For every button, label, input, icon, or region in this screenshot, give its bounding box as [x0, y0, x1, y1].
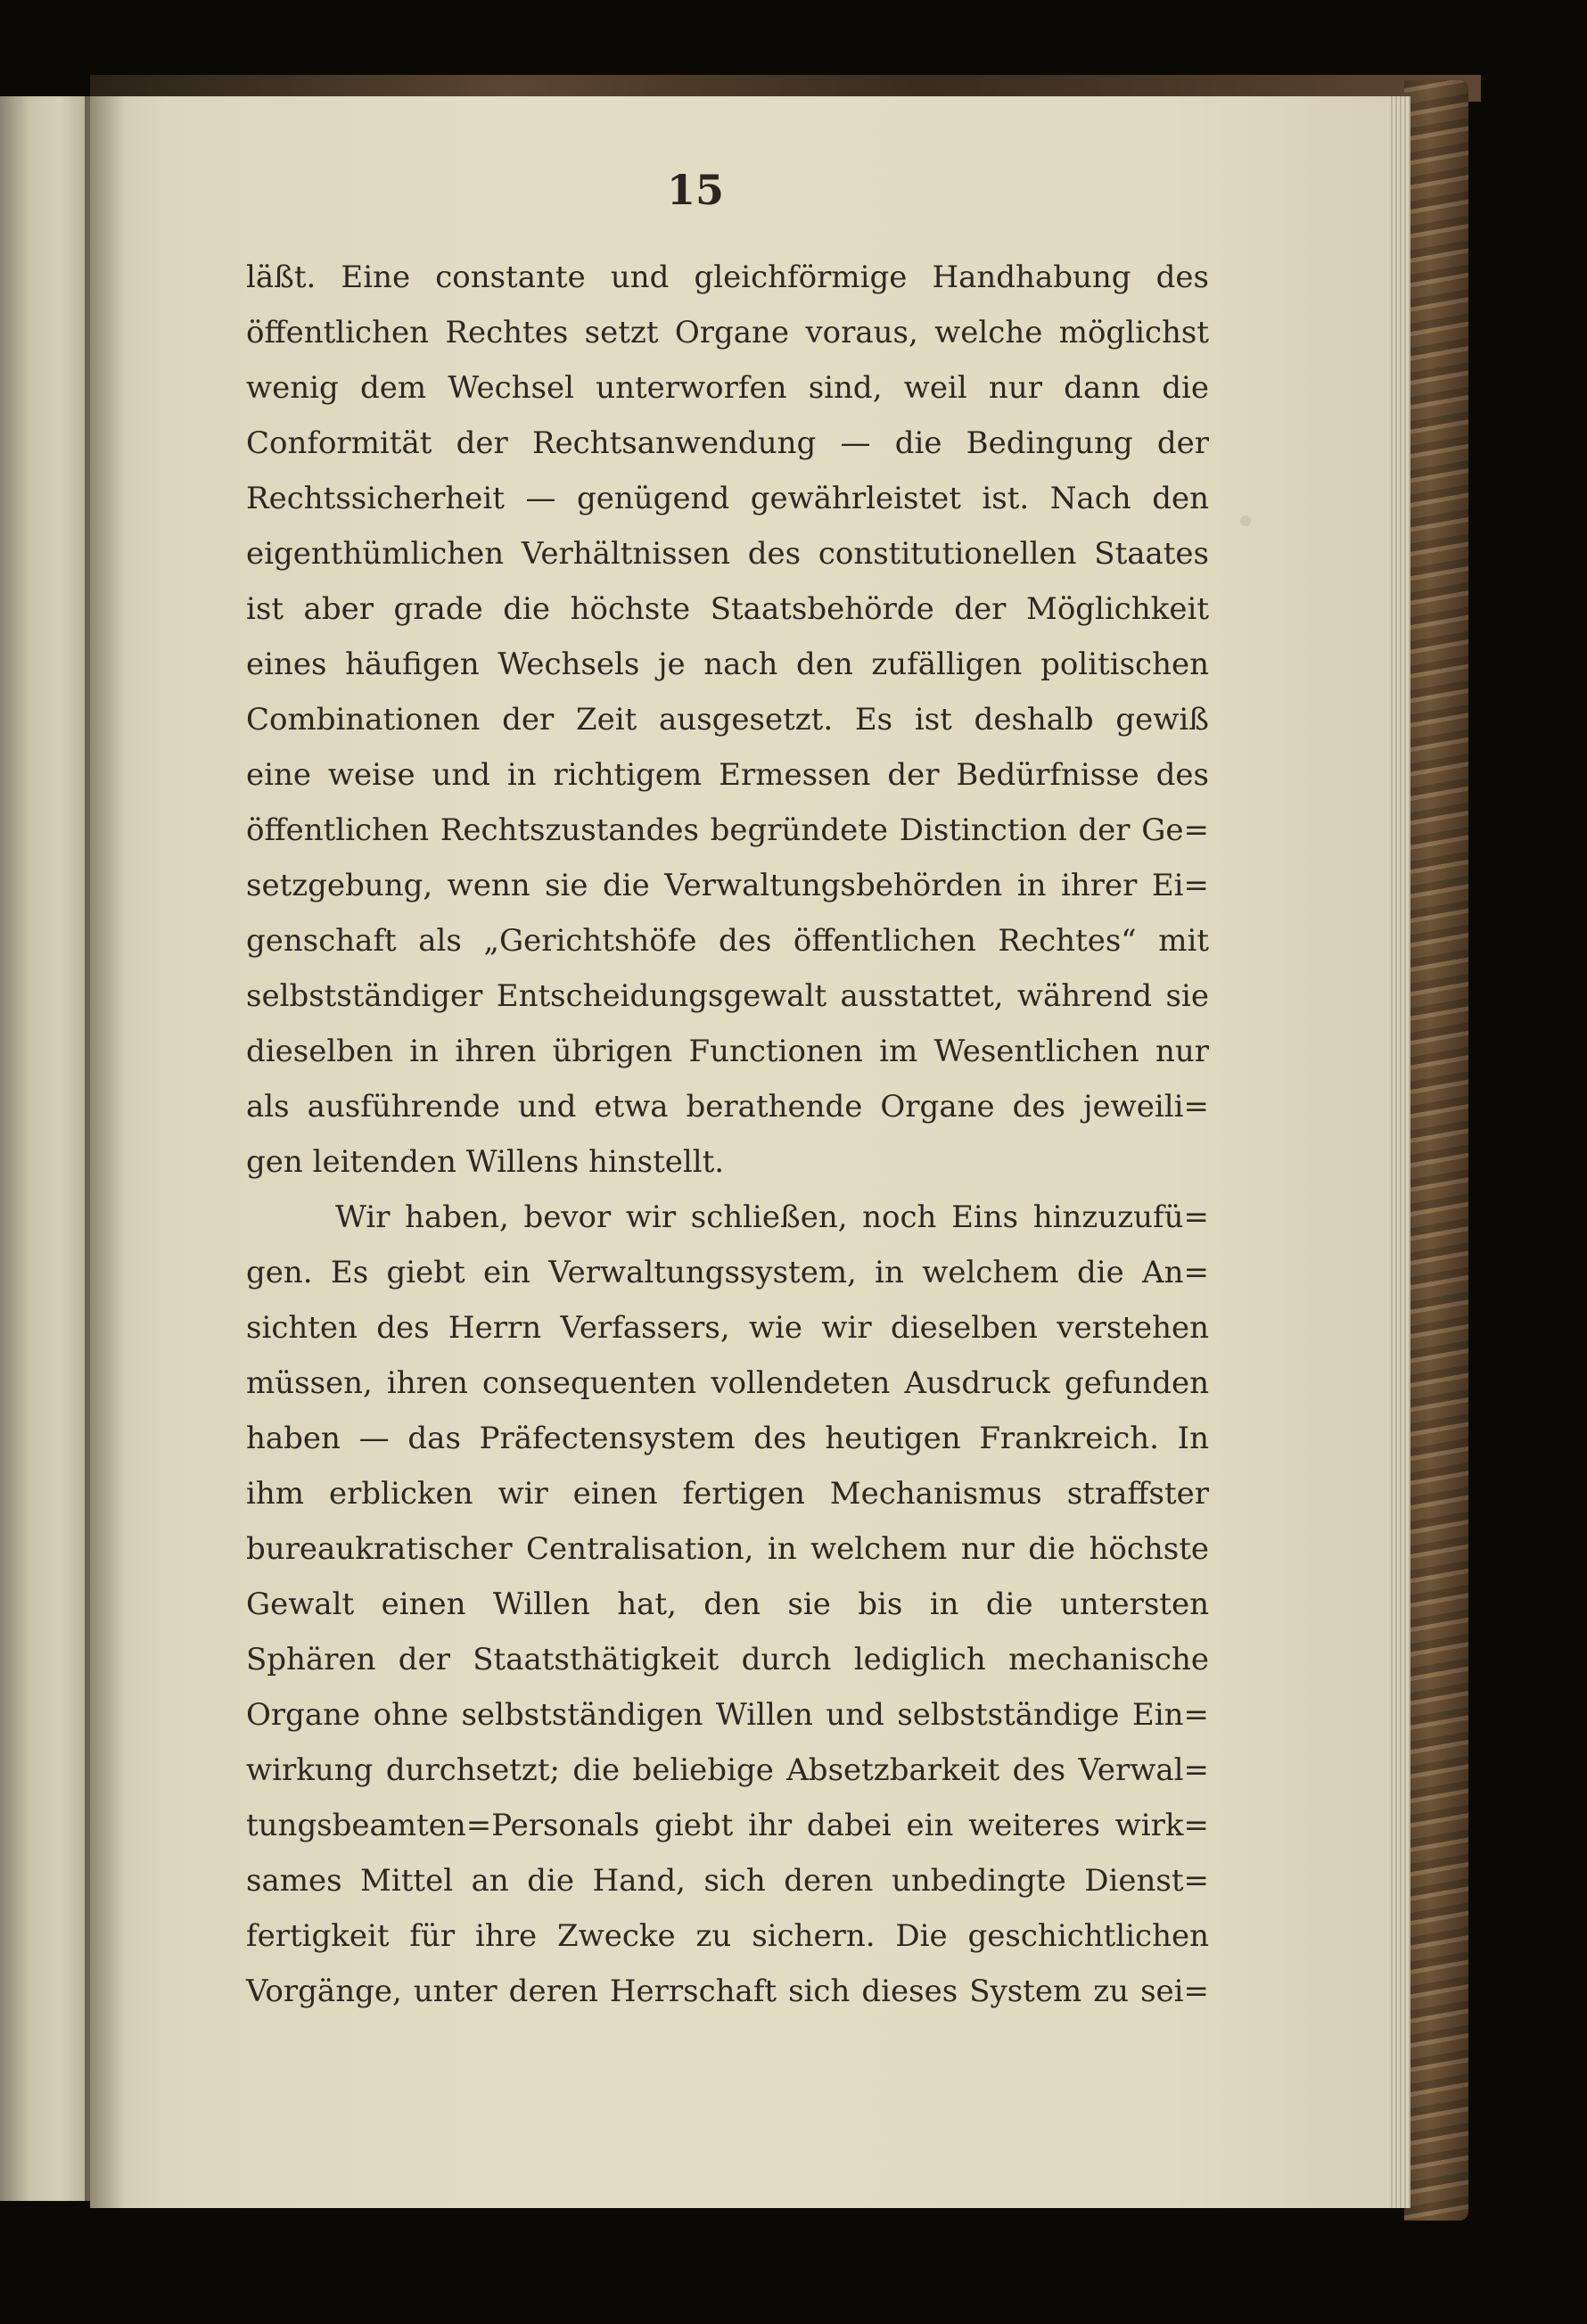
text-line: Rechtssicherheit — genügend gewährleistet ist. Nach den — [246, 481, 1209, 516]
text-line: als ausführende und etwa berathende Organe des jeweili= — [246, 1089, 1209, 1125]
body-text — [246, 250, 1209, 2019]
text-line: haben — das Präfectensystem des heutigen Frankreich. In — [246, 1421, 1209, 1456]
page-spot — [1240, 515, 1251, 526]
page-number: 15 — [666, 166, 724, 214]
text-line: selbstständiger Entscheidungsgewalt ausstattet, während sie — [246, 978, 1209, 1014]
text-line: setzgebung, wenn sie die Verwaltungsbehörden in ihrer Ei= — [246, 868, 1209, 903]
facing-page-edge — [0, 96, 85, 2201]
marbled-cover-edge — [1404, 80, 1468, 2221]
text-line: müssen, ihren consequenten vollendeten Ausdruck gefunden — [246, 1365, 1209, 1401]
text-line: eigenthümlichen Verhältnissen des constitutionellen Staates — [246, 536, 1209, 572]
text-line: sames Mittel an die Hand, sich deren unbedingte Dienst= — [246, 1863, 1209, 1899]
text-line: wirkung durchsetzt; die beliebige Absetzbarkeit des Verwal= — [246, 1752, 1209, 1788]
text-line: gen leitenden Willens hinstellt. — [246, 1144, 725, 1180]
text-line: läßt. Eine constante und gleichförmige Handhabung des — [246, 260, 1209, 295]
text-line: Conformität der Rechtsanwendung — die Bedingung der — [246, 425, 1209, 461]
text-line: tungsbeamten=Personals giebt ihr dabei ein weiteres wirk= — [246, 1808, 1209, 1843]
gutter-shadow — [90, 96, 126, 2208]
text-line: öffentlichen Rechtszustandes begründete Distinction der Ge= — [246, 812, 1209, 848]
text-line: Sphären der Staatsthätigkeit durch lediglich mechanische — [246, 1642, 1209, 1677]
text-line: Combinationen der Zeit ausgesetzt. Es ist deshalb gewiß — [246, 702, 1209, 738]
text-line: wenig dem Wechsel unterworfen sind, weil nur dann die — [246, 370, 1209, 406]
text-line: eine weise und in richtigem Ermessen der Bedürfnisse des — [246, 757, 1209, 793]
text-line: fertigkeit für ihre Zwecke zu sichern. Die geschichtlichen — [246, 1918, 1209, 1954]
text-line: bureaukratischer Centralisation, in welchem nur die höchste — [246, 1531, 1209, 1567]
text-line: Gewalt einen Willen hat, den sie bis in die untersten — [246, 1586, 1209, 1622]
text-line: ihm erblicken wir einen fertigen Mechanismus straffster — [246, 1476, 1209, 1512]
text-line: Vorgänge, unter deren Herrschaft sich dieses System zu sei= — [246, 1974, 1209, 2009]
text-line: sichten des Herrn Verfassers, wie wir dieselben verstehen — [246, 1310, 1209, 1346]
text-line: ist aber grade die höchste Staatsbehörde der Möglichkeit — [246, 591, 1209, 627]
text-line: eines häufigen Wechsels je nach den zufälligen politischen — [246, 647, 1209, 682]
text-line: genschaft als „Gerichtshöfe des öffentlichen Rechtes“ mit — [246, 923, 1209, 959]
text-line: gen. Es giebt ein Verwaltungssystem, in welchem die An= — [246, 1255, 1209, 1290]
text-line: Wir haben, bevor wir schließen, noch Eins hinzuzufü= — [335, 1199, 1209, 1235]
page-stack-edge — [1391, 96, 1410, 2208]
text-line: dieselben in ihren übrigen Functionen im Wesentlichen nur — [246, 1034, 1209, 1069]
text-line: öffentlichen Rechtes setzt Organe voraus, welche möglichst — [246, 315, 1209, 350]
text-line: Organe ohne selbstständigen Willen und selbstständige Ein= — [246, 1697, 1209, 1733]
